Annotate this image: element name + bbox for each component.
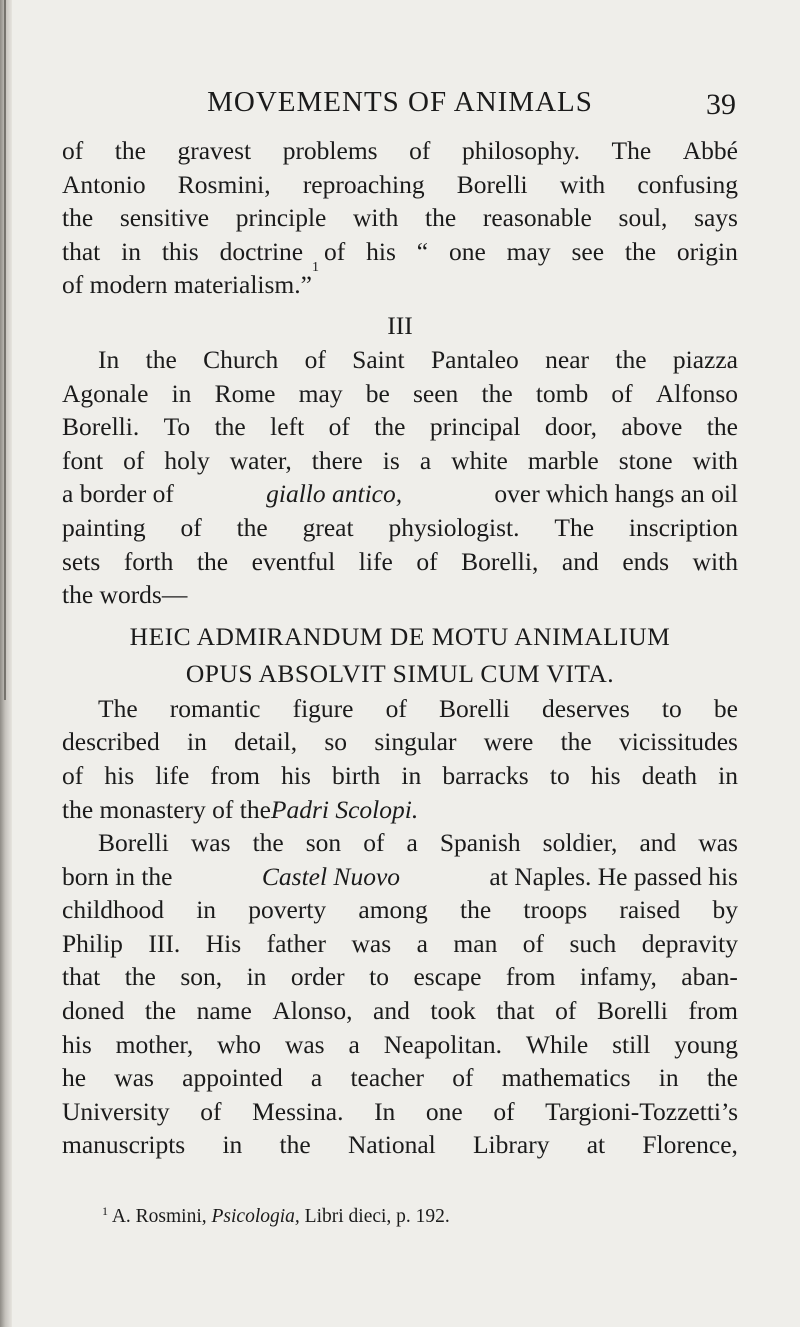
text-line: that in this doctrine of his “ one may see the origin	[62, 236, 738, 266]
text-fragment: of modern materialism.”	[62, 270, 312, 300]
text-line: childhood in poverty among the troops raised by	[62, 895, 738, 925]
book-spine-shadow	[0, 0, 12, 1327]
section-numeral: III	[387, 310, 413, 340]
running-head	[62, 86, 738, 126]
footnote	[62, 1206, 778, 1228]
text-line: Agonale in Rome may be seen the tomb of Alfonso	[62, 378, 738, 408]
page-number: 39	[706, 88, 736, 121]
text-line: Philip III. His father was a man of such depravity	[62, 928, 738, 958]
text-line: The romantic figure of Borelli deserves to be	[98, 693, 738, 723]
text-line: Borelli was the son of a Spanish soldier, and was	[98, 828, 738, 858]
text-line: doned the name Alonso, and took that of Borelli from	[62, 996, 738, 1026]
text-line: In the Church of Saint Pantaleo near the piazza	[98, 344, 738, 374]
text-line: of his life from his birth in barracks to his death in	[62, 760, 738, 790]
footnote-title: Psicologia,	[211, 1206, 300, 1227]
text-fragment: a border of	[62, 479, 174, 509]
italic-term: Padri Scolopi.	[270, 794, 419, 824]
text-fragment: over which hangs an oil	[494, 479, 738, 509]
italic-term: Castel Nuovo	[261, 861, 401, 891]
footnote-marker: 1	[102, 1204, 108, 1218]
text-line: the words—	[62, 580, 188, 610]
text-line: University of Messina. In one of Targioni-Tozzetti’s	[62, 1096, 738, 1126]
text-line: manuscripts in the National Library at Florence,	[62, 1130, 738, 1160]
text-line: painting of the great physiologist. The inscription	[62, 512, 738, 542]
footnote-rest: Libri dieci, p. 192.	[304, 1206, 450, 1227]
text-line: font of holy water, there is a white marble stone with	[62, 445, 738, 475]
text-line: described in detail, so singular were the vicissitudes	[62, 727, 738, 757]
running-title: MOVEMENTS OF ANIMALS	[207, 86, 593, 118]
text-line	[62, 477, 738, 511]
italic-term: giallo antico,	[266, 479, 403, 509]
footnote-reference: 1	[311, 260, 319, 276]
text-line: Borelli. To the left of the principal door, above the	[62, 412, 738, 442]
text-line: he was appointed a teacher of mathematics in the	[62, 1063, 738, 1093]
text-fragment: at Naples. He passed his	[489, 861, 738, 891]
text-line: Antonio Rosmini, reproaching Borelli with confusing	[62, 169, 738, 199]
text-line	[62, 260, 738, 302]
text-line	[62, 860, 738, 894]
gutter-line	[4, 0, 6, 700]
page-body	[62, 134, 738, 1162]
text-line: of the gravest problems of philosophy. The Abbé	[62, 136, 738, 165]
footnote-author: A. Rosmini,	[111, 1206, 207, 1227]
text-line: the sensitive principle with the reasonable soul, says	[62, 203, 738, 233]
text-fragment: the monastery of the	[62, 794, 271, 824]
text-line: that the son, in order to escape from infamy, aban-	[62, 962, 738, 992]
text-line: sets forth the eventful life of Borelli, and ends with	[62, 546, 738, 576]
text-line: his mother, who was a Neapolitan. While still young	[62, 1029, 738, 1059]
inscription-line: OPUS ABSOLVIT SIMUL CUM VITA.	[185, 658, 615, 688]
text-line	[62, 793, 738, 827]
text-fragment: born in the	[62, 861, 173, 891]
inscription-line: HEIC ADMIRANDUM DE MOTU ANIMALIUM	[129, 621, 671, 651]
